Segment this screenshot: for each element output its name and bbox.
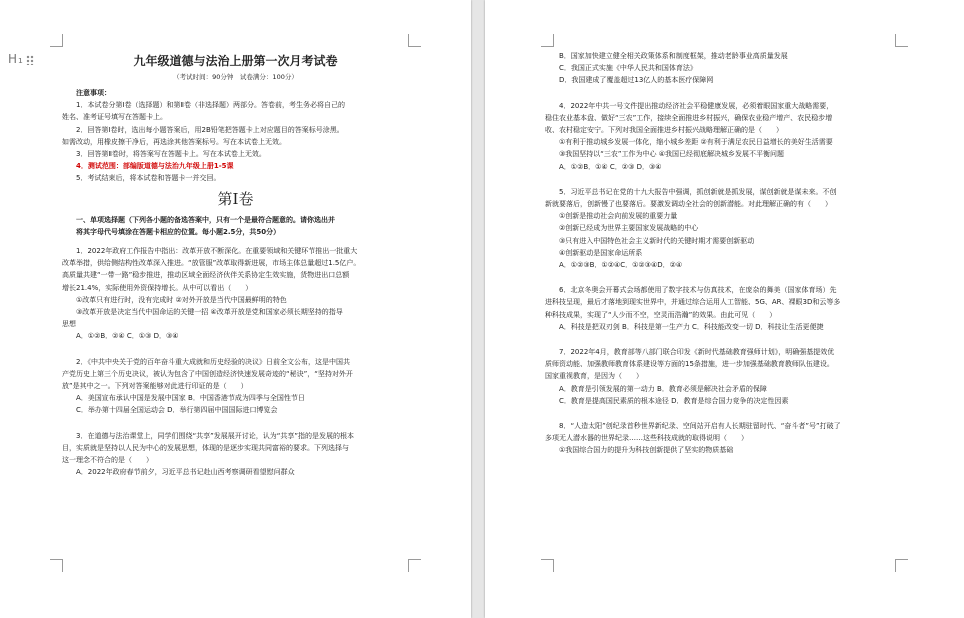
corner-mark-top-left bbox=[541, 34, 554, 47]
question-line: 这一理念不符合的是（ ） bbox=[62, 456, 153, 465]
question-line: 目，实质就是坚持以人民为中心的发展思想，体现的是逐步实现共同富裕的要求。下列选择与 bbox=[62, 443, 349, 452]
question-2 bbox=[62, 356, 409, 417]
question-4 bbox=[545, 100, 904, 173]
question-line: ①我国综合国力的提升为科技创新提供了坚实的物质基础 bbox=[559, 446, 734, 455]
answer-options: A．美国宣布承认中国是发展中国家 B．中国香港节成为四季与全国性节日 bbox=[76, 394, 305, 403]
page-1-content bbox=[62, 52, 409, 478]
section-heading: 一、单项选择题（下列各小题的备选答案中，只有一个是最符合题意的。请你选出并 bbox=[76, 215, 335, 224]
heading-style-icon[interactable] bbox=[8, 52, 34, 66]
question-line: 6．北京冬奥会开幕式会场都使用了数字技术与仿真技术，在庞杂的舞美（国家体育场）先 bbox=[559, 286, 837, 295]
question-line: 思想 bbox=[62, 320, 76, 329]
question-line: 质师资动能、加强教师教育体系建设等方面的15条措施，进一步加强基础教育教师队伍建设。 bbox=[545, 360, 834, 369]
question-8 bbox=[545, 420, 904, 457]
document-page-1 bbox=[0, 0, 471, 618]
corner-mark-top-right bbox=[408, 34, 421, 47]
question-line: ②创新已经成为世界主要国家发展战略的中心 bbox=[559, 224, 699, 233]
question-line: 进科技呈现，最后才落地到现实世界中，并通过综合运用人工智能、5G、AR、裸眼3D和云等多 bbox=[545, 298, 841, 307]
exam-subtitle: （考试时间：90分钟 试卷满分：100分） bbox=[173, 73, 298, 81]
note-line: 5．考试结束后，将本试卷和答题卡一并交回。 bbox=[76, 174, 221, 183]
question-line: 5．习近平总书记在党的十九大报告中强调，抓创新就是抓发展，谋创新就是谋未来。不创 bbox=[559, 187, 837, 196]
answer-options: C．举办第十四届全国运动会 D．举行第四届中国国际进口博览会 bbox=[76, 406, 278, 415]
question-6 bbox=[545, 284, 904, 333]
corner-mark-bottom-right bbox=[895, 559, 908, 572]
corner-mark-top-right bbox=[895, 34, 908, 47]
question-line: 新就要落后，创新慢了也要落后。要激发调动全社会的创新潜能。对此理解正确的有（ ） bbox=[545, 200, 832, 209]
answer-options: A．2022年政府春节前夕，习近平总书记赴山西考察调研看望慰问群众 bbox=[76, 468, 295, 477]
question-line: 3．在道德与法治课堂上，同学们围绕“共享”发展展开讨论，认为“共享”指的是发展的根本 bbox=[76, 431, 354, 440]
note-line: 2．回答第Ⅰ卷时，选出每小题答案后，用2B铅笔把答题卡上对应题目的答案标号涂黑。 bbox=[76, 125, 344, 134]
page-2-content bbox=[545, 50, 904, 457]
answer-options: C．我国正式实施《中华人民共和国体育法》 bbox=[559, 64, 697, 73]
note-line: 如需改动，用橡皮擦干净后，再选涂其他答案标号。写在本试卷上无效。 bbox=[62, 137, 286, 146]
question-line: 1．2022年政府工作报告中指出：改革开放不断深化。在重要领域和关键环节推出一批重大 bbox=[76, 247, 358, 256]
question-1 bbox=[62, 245, 409, 343]
corner-mark-bottom-left bbox=[541, 559, 554, 572]
question-line: 改革举措，供给侧结构性改革深入推进。“放管服”改革取得新进展，市场主体总量超过1.5亿户。 bbox=[62, 259, 361, 268]
answer-options: A．教育是引领发展的第一动力 B．教育必须是解决社会矛盾的保障 bbox=[559, 384, 767, 393]
question-line: ①创新是推动社会向前发展的重要力量 bbox=[559, 212, 678, 221]
question-line: 收、农村稳定安宁。下列对我国全面推进乡村振兴战略理解正确的是（ ） bbox=[545, 126, 783, 135]
exam-title: 九年级道德与法治上册第一次月考试卷 bbox=[133, 54, 338, 68]
question-line: 多项无人潜水器的世界纪录……这些科技成就的取得说明（ ） bbox=[545, 434, 748, 443]
note-line: 姓名、准考证号填写在答题卡上。 bbox=[62, 113, 167, 122]
question-line: 4．2022年中共一号文件提出推动经济社会平稳健康发展，必须着眼国家重大战略需要， bbox=[559, 101, 834, 110]
question-5 bbox=[545, 186, 904, 271]
question-line: 国家重视教育，是因为（ ） bbox=[545, 372, 643, 381]
heading-style-label: H₁ bbox=[8, 52, 24, 66]
question-line: 产党历史上第三个历史决议，被认为包含了中国创造经济快速发展奇迹的“秘诀”，“坚持对外开 bbox=[62, 369, 353, 378]
answer-options: A．科技是把双刃剑 B．科技是第一生产力 C．科技能改变一切 D．科技让生活更便捷 bbox=[559, 322, 824, 331]
test-scope-label: 4．测试范围： bbox=[76, 162, 123, 171]
question-line: ④创新驱动是国家命运所系 bbox=[559, 248, 643, 257]
test-scope-value: 部编版道德与法治九年级上册1-5课 bbox=[122, 162, 234, 171]
question-line: 种科技成果，实现了“人少而不空，空灵而浩瀚”的效果。由此可见（ ） bbox=[545, 310, 777, 319]
answer-options: A．①②B．②④ C．①③ D．③④ bbox=[76, 332, 179, 341]
question-line: 稳住农业基本盘、做好“三农”工作，接续全面推进乡村振兴，确保农业稳产增产、农民稳步增 bbox=[545, 113, 833, 122]
corner-mark-bottom-right bbox=[408, 559, 421, 572]
question-line: 2．《中共中央关于党的百年奋斗重大成就和历史经验的决议》日前全文公布，这是中国共 bbox=[76, 357, 350, 366]
volume-heading: 第Ⅰ卷 bbox=[217, 189, 254, 208]
question-line: ③只有进入中国特色社会主义新时代的关键时期才需要创新驱动 bbox=[559, 236, 755, 245]
notes-heading: 注意事项： bbox=[76, 89, 111, 97]
answer-options: D．我国建成了覆盖超过13亿人的基本医疗保障网 bbox=[559, 76, 714, 85]
answer-options: C．教育是提高国民素质的根本途径 D．教育是综合国力竞争的决定性因素 bbox=[559, 396, 789, 405]
question-line: ③改革开放是决定当代中国命运的关键一招 ④改革开放是党和国家必须长期坚持的指导 bbox=[76, 308, 343, 317]
note-line: 1．本试卷分第Ⅰ卷（选择题）和第Ⅱ卷（非选择题）两部分。答卷前，考生务必将自己的 bbox=[76, 101, 345, 110]
question-line: 8．“人造太阳”创纪录首秒世界新纪录、空间站开启有人长期驻留时代、“奋斗者”号”打破了 bbox=[559, 422, 841, 431]
question-line: ①有利于推动城乡发展一体化，缩小城乡差距 ②有利于满足农民日益增长的美好生活需要 bbox=[559, 138, 833, 147]
question-3 bbox=[62, 430, 409, 479]
corner-mark-bottom-left bbox=[50, 559, 63, 572]
question-line: 7．2022年4月，教育部等八部门联合印发《新时代基础教育强师计划》，明确强基提效优 bbox=[559, 348, 835, 357]
question-line: 增长21.4%，实际使用外资保持增长。从中可以看出（ ） bbox=[62, 283, 253, 292]
corner-mark-top-left bbox=[50, 34, 63, 47]
answer-options: A．①②B．①④ C．②③ D．③④ bbox=[559, 162, 662, 171]
question-line: ③我国坚持以“三农”工作为中心 ④我国已经彻底解决城乡发展不平衡问题 bbox=[559, 150, 785, 159]
drag-handle-icon[interactable] bbox=[26, 55, 34, 65]
section-heading: 将其字母代号填涂在答题卡相应的位置。每小题2.5分，共50分） bbox=[76, 227, 281, 236]
question-line: 放”是其中之一。下列对答案能够对此进行印证的是（ ） bbox=[62, 382, 248, 391]
note-test-scope bbox=[62, 160, 409, 172]
question-7 bbox=[545, 346, 904, 407]
answer-options: A．①②③B．①②④C．①②③④D．②④ bbox=[559, 261, 683, 270]
question-line: ①改革只有进行时，没有完成时 ②对外开放是当代中国最鲜明的特色 bbox=[76, 295, 287, 304]
answer-options: B．国家加快建立健全相关政策体系和制度框架，推动老龄事业高质量发展 bbox=[559, 52, 788, 60]
document-page-2 bbox=[485, 0, 964, 618]
note-line: 3．回答第Ⅱ卷时，将答案写在答题卡上。写在本试卷上无效。 bbox=[76, 150, 266, 159]
question-line: 高质量共建“一带一路”稳步推进，推动区域全面经济伙伴关系协定生效实施，货物进出口总额 bbox=[62, 271, 350, 280]
